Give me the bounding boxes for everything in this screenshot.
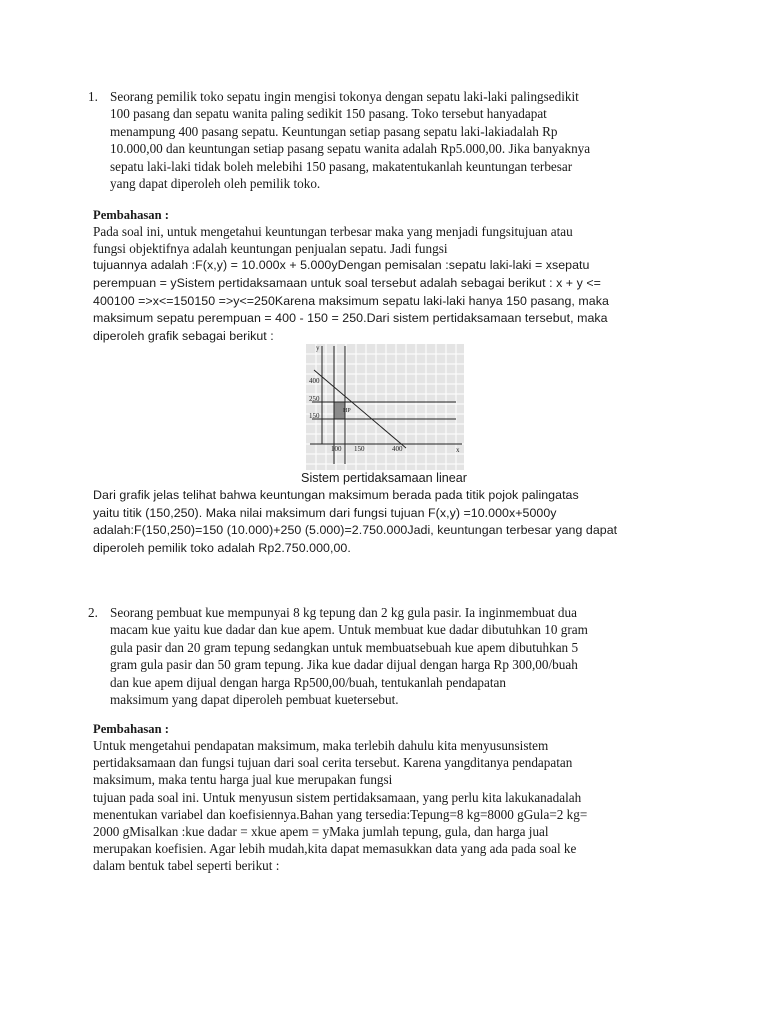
graph-background bbox=[306, 344, 464, 470]
question-text bbox=[110, 88, 590, 192]
text-line: merupakan koefisien. Agar lebih mudah,kita dapat memasukkan data yang ada pada soal ke bbox=[93, 841, 577, 857]
y-tick-label: 150 bbox=[309, 412, 320, 420]
y-tick-label: 400 bbox=[309, 377, 320, 385]
question-number: 2. bbox=[88, 605, 98, 620]
question-text bbox=[110, 604, 588, 708]
text-line: perempuan = ySistem pertidaksamaan untuk soal tersebut adalah sebagai berikut : x + y <= bbox=[93, 276, 601, 290]
text-line: sepatu laki-laki tidak boleh melebihi 150 pasang, makatentukanlah keuntungan terbesar bbox=[110, 158, 573, 174]
text-line: maksimum, maka tentu harga jual kue merupakan fungsi bbox=[93, 772, 393, 788]
text-line: diperoleh grafik sebagai berikut : bbox=[93, 328, 274, 343]
text-line: Untuk mengetahui pendapatan maksimum, maka terlebih dahulu kita menyusunsistem bbox=[93, 738, 549, 753]
text-line: macam kue yaitu kue dadar dan kue apem. Untuk membuat kue dadar dibutuhkan 10 gram bbox=[110, 622, 588, 638]
graph-svg bbox=[306, 344, 464, 470]
text-line: Dari grafik jelas telihat bahwa keuntungan maksimum berada pada titik pojok palingatas bbox=[93, 488, 579, 502]
graph-caption: Sistem pertidaksamaan linear bbox=[301, 471, 467, 485]
x-tick-label: 100 bbox=[331, 445, 342, 453]
text-line: yang dapat diperoleh oleh pemilik toko. bbox=[110, 176, 321, 192]
text-line: tujuannya adalah :F(x,y) = 10.000x + 5.000yDengan pemisalan :sepatu laki-laki = xsepatu bbox=[93, 258, 590, 273]
discussion-1-result bbox=[93, 487, 693, 557]
x-tick-label: 150 bbox=[354, 445, 365, 453]
discussion-1 bbox=[93, 207, 693, 345]
text-line: gram gula pasir dan 50 gram tepung. Jika kue dadar dijual dengan harga Rp 300,00/buah bbox=[110, 657, 578, 673]
text-line: dalam bentuk tabel seperti berikut : bbox=[93, 858, 280, 874]
text-line: menampung 400 pasang sepatu. Keuntungan setiap pasang sepatu laki-lakiadalah Rp bbox=[110, 123, 558, 139]
text-line: menentukan variabel dan koefisiennya.Bahan yang tersedia:Tepung=8 kg=8000 gGula=2 kg= bbox=[93, 806, 588, 822]
text-line: yaitu titik (150,250). Maka nilai maksimum dari fungsi tujuan F(x,y) =10.000x+5000y bbox=[93, 505, 557, 520]
text-line: 10.000,00 dan keuntungan setiap pasang sepatu wanita adalah Rp5.000,00. Jika banyaknya bbox=[110, 141, 591, 157]
text-line: Seorang pembuat kue mempunyai 8 kg tepung dan 2 kg gula pasir. Ia inginmembuat dua bbox=[110, 605, 577, 620]
text-line: adalah:F(150,250)=150 (10.000)+250 (5.000)=2.750.000Jadi, keuntungan terbesar yang dapat bbox=[93, 523, 618, 538]
y-tick-label: 250 bbox=[309, 395, 320, 403]
discussion-heading: Pembahasan : bbox=[93, 722, 169, 736]
text-line: 100 pasang dan sepatu wanita paling sedikit 150 pasang. Toko tersebut hanyadapat bbox=[110, 106, 547, 122]
x-axis-label: x bbox=[456, 446, 460, 454]
region-label: HP bbox=[343, 408, 351, 414]
x-tick-label: 400 bbox=[392, 445, 403, 453]
inequality-graph bbox=[306, 344, 464, 470]
question-number: 1. bbox=[88, 89, 98, 104]
text-line: Pada soal ini, untuk mengetahui keuntungan terbesar maka yang menjadi fungsitujuan atau bbox=[93, 224, 573, 239]
discussion-heading: Pembahasan : bbox=[93, 208, 169, 222]
text-line: maksimum yang dapat diperoleh pembuat kuetersebut. bbox=[110, 692, 399, 708]
text-line: maksimum sepatu perempuan = 400 - 150 = 250.Dari sistem pertidaksamaan tersebut, maka bbox=[93, 311, 608, 326]
text-line: fungsi objektifnya adalah keuntungan penjualan sepatu. Jadi fungsi bbox=[93, 241, 448, 257]
question-2 bbox=[88, 604, 688, 708]
text-line: gula pasir dan 20 gram tepung sedangkan untuk membuatsebuah kue apem dibutuhkan 5 bbox=[110, 639, 579, 655]
y-axis-label: y bbox=[316, 344, 320, 352]
text-line: dan kue apem dijual dengan harga Rp500,00/buah, tentukanlah pendapatan bbox=[110, 674, 506, 690]
text-line: 400100 =>x<=150150 =>y<=250Karena maksimum sepatu laki-laki hanya 150 pasang, maka bbox=[93, 293, 609, 308]
question-1 bbox=[88, 88, 688, 192]
text-line: 2000 gMisalkan :kue dadar = xkue apem = yMaka jumlah tepung, gula, dan harga jual bbox=[93, 824, 549, 840]
text-line: diperoleh pemilik toko adalah Rp2.750.000,00. bbox=[93, 540, 351, 555]
text-line: pertidaksamaan dan fungsi tujuan dari soal cerita tersebut. Karena yangditanya pendapatan bbox=[93, 755, 573, 771]
discussion-2 bbox=[93, 721, 693, 875]
text-line: Seorang pemilik toko sepatu ingin mengisi tokonya dengan sepatu laki-laki palingsedikit bbox=[110, 89, 579, 104]
text-line: tujuan pada soal ini. Untuk menyusun sistem pertidaksamaan, yang perlu kita lakukanadalah bbox=[93, 789, 582, 805]
